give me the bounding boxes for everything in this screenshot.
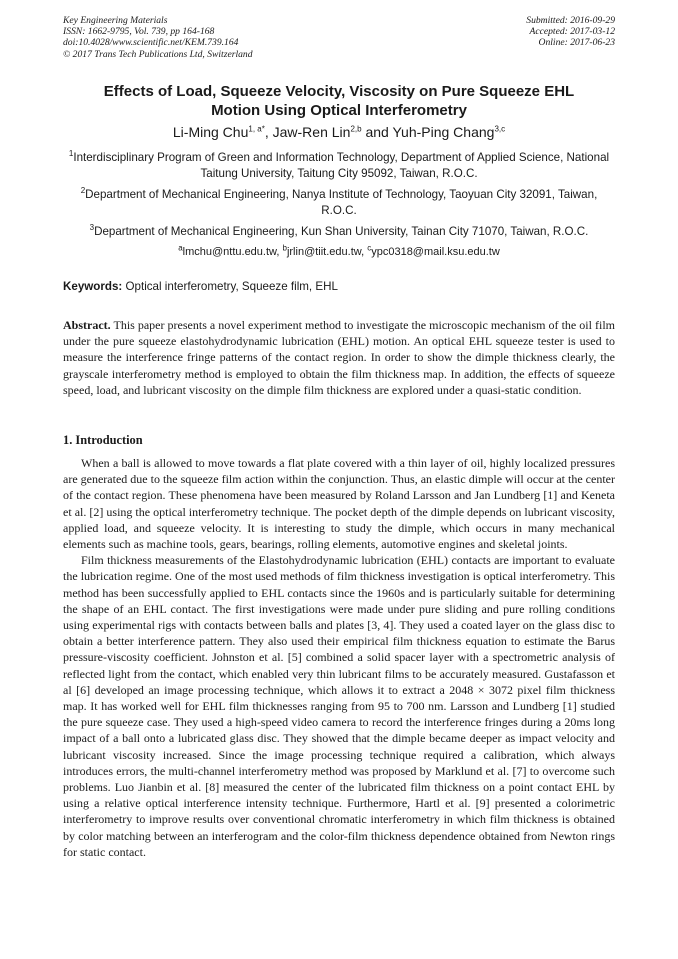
author-sup: 2,b bbox=[350, 124, 362, 134]
abstract bbox=[63, 317, 615, 398]
title-line-2: Motion Using Optical Interferometry bbox=[211, 102, 467, 119]
online-date: Online: 2017-06-23 bbox=[538, 37, 615, 49]
journal-name: Key Engineering Materials bbox=[63, 15, 168, 26]
paragraph: Film thickness measurements of the Elastohydrodynamic lubrication (EHL) contacts are important to evaluate the lubrication regime. One of the most used methods of film thickness investigation is optical interferometry. This method has been successfully applied to EHL contacts since the 1960s and is particularly suitable for determining the shape of an EHL contact. The first investigations were made under pure sliding and pure rolling conditions using experimental rigs with contacts between balls and plates [3, 4]. They used a coated layer on the glass disc to obtain a better interference pattern. They also used their empirical film thickness equation to estimate the Barus pressure-viscosity coefficient. Johnston et al. [5] combined a solid spacer layer with a spectrometric analysis of reflected light from the contact, which enabled very thin lubricant films to be accurately measured. Gustafasson et al [6] developed an image processing technique, which allows it to extract a 2048 × 3072 pixel film thickness map. It has worked well for EHL film thicknesses ranging from 95 to 700 nm. Larsson and Lundberg [1] studied the pure squeeze case. They used a high-speed video camera to record the interference fringes during a 20ms long impact of a ball onto a lubricated glass disc. They showed that the dimple became deeper as impact velocity and lubricant viscosity increased. Since the image processing technique required a calibration, which always introduces errors, the multi-channel interferometry method was proposed by Marklund et al. [7] to overcome such problems. Luo Jianbin et al. [8] measured the center of the lubricated film thickness on a point contact EHL by using a relative optical interference intensity technique. Furthermore, Hartl et al. [9] presented a colorimetric interferometry to improve results over conventional chromatic interferometry in which film thickness is obtained by color matching between an interferogram and the color-film thickness dependence obtained from Newton rings for static contact. bbox=[63, 553, 615, 859]
affiliation-sup: 3 bbox=[89, 222, 95, 232]
paper-title bbox=[63, 82, 615, 120]
email-link[interactable]: lmchu@nttu.edu.tw bbox=[182, 246, 277, 259]
email-separator: , bbox=[276, 246, 283, 259]
author-name: Jaw-Ren Lin bbox=[272, 124, 351, 140]
email-sup: b bbox=[282, 243, 287, 253]
affiliation-text: Interdisciplinary Program of Green and Information Technology, Department of Applied Science, National Taitung University, Taitung City 95092, Taiwan, R.O.C. bbox=[73, 151, 610, 181]
accepted-date: Accepted: 2017-03-12 bbox=[529, 26, 615, 38]
author-separator: , bbox=[264, 124, 273, 140]
keywords-text: Optical interferometry, Squeeze film, EHL bbox=[122, 280, 338, 293]
keywords bbox=[63, 280, 615, 294]
email-sup: a bbox=[178, 243, 183, 253]
affiliation-sup: 2 bbox=[80, 185, 86, 195]
author-list bbox=[63, 124, 615, 140]
section-heading: 1. Introduction bbox=[63, 433, 143, 447]
affiliation-sup: 1 bbox=[68, 149, 74, 159]
author-sup: 1, a* bbox=[248, 124, 265, 134]
author-sup: 3,c bbox=[494, 124, 506, 134]
email-separator: , bbox=[361, 246, 368, 259]
email-link[interactable]: ypc0318@mail.ksu.edu.tw bbox=[371, 246, 500, 259]
author-name: Li-Ming Chu bbox=[172, 124, 249, 140]
title-line-1: Effects of Load, Squeeze Velocity, Viscosity on Pure Squeeze EHL bbox=[103, 83, 575, 100]
author-separator: and bbox=[361, 124, 393, 140]
affiliation bbox=[63, 187, 615, 220]
affiliation-text: Department of Mechanical Engineering, Nanya Institute of Technology, Taoyuan City 32091, Taiwan, R.O.C. bbox=[85, 187, 598, 218]
copyright: © 2017 Trans Tech Publications Ltd, Switzerland bbox=[63, 48, 253, 60]
abstract-text: This paper presents a novel experiment method to investigate the microscopic mechanism of the oil film under the pure squeeze elastohydrodynamic lubrication (EHL) motion. An optical EHL squeeze tester is used to measure the interference fringe patterns of the contact region. In order to show the dimple thickness clearly, the grayscale interferometry method is employed to obtain the film thickness map. In addition, the effects of squeeze speed, load, and lubricant viscosity on the dimple film thickness are explored under a quasi-static condition. bbox=[63, 318, 615, 397]
affiliation bbox=[63, 150, 615, 183]
section-body bbox=[63, 455, 615, 860]
affiliation bbox=[63, 224, 615, 240]
keywords-label: Keywords: bbox=[63, 280, 123, 293]
abstract-label: Abstract. bbox=[63, 318, 111, 332]
email-link[interactable]: jrlin@tiit.edu.tw bbox=[286, 246, 362, 259]
email-sup: c bbox=[367, 243, 372, 253]
publication-dates bbox=[526, 15, 615, 49]
journal-info bbox=[63, 15, 253, 60]
submitted-date: Submitted: 2016-09-29 bbox=[526, 15, 615, 26]
issn: ISSN: 1662-9795, Vol. 739, pp 164-168 bbox=[63, 26, 215, 38]
paragraph: When a ball is allowed to move towards a flat plate covered with a thin layer of oil, highly localized pressures are generated due to the squeeze film action within the conjunction. Thus, an elastic dimple will occur at the center of the contact region. These phenomena have been measured by Roland Larsson and Jan Lundberg [1] and Keneta et al. [2] using the optical interferometry technique. The pocket depth of the dimple depends on lubricant viscosity, applied load, and squeeze velocity. It is interesting to study the dimple, which occurs in many mechanical elements such as machine tools, gears, bearings, rolling elements, automotive engines and skeletal joints. bbox=[63, 456, 615, 552]
affiliation-text: Department of Mechanical Engineering, Kun Shan University, Tainan City 71070, Taiwan, R.O.C. bbox=[94, 224, 589, 238]
affiliations bbox=[63, 150, 615, 260]
author-emails bbox=[63, 244, 615, 260]
doi: doi:10.4028/www.scientific.net/KEM.739.164 bbox=[63, 37, 239, 49]
author-name: Yuh-Ping Chang bbox=[392, 124, 495, 140]
